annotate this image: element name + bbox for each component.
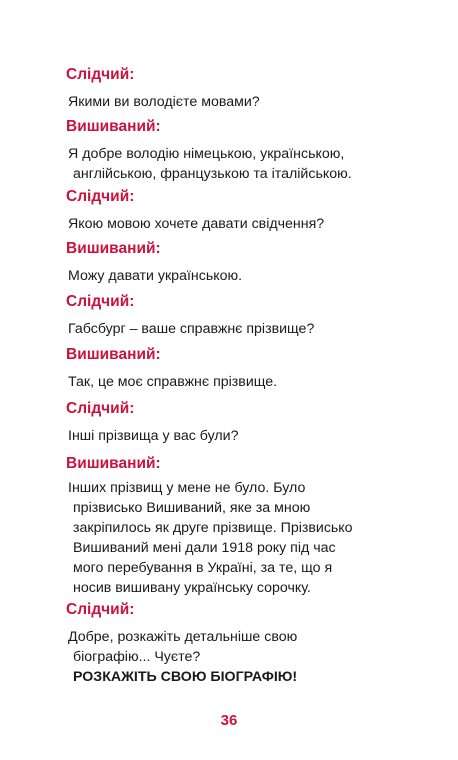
speech-line: Можу давати українською. — [68, 268, 243, 284]
dialogue-block — [66, 293, 426, 339]
speech-line: Якою мовою хочете давати свідчення? — [68, 216, 325, 232]
speech-line: закріпилось як друге прізвище. Прізвисько — [73, 520, 353, 536]
speech-line: мого перебування в Україні, за те, що я — [73, 560, 333, 576]
speech-line: Інших прізвищ у мене не було. Було — [68, 480, 306, 496]
speech-line: Габсбург – ваше справжнє прізвище? — [68, 321, 315, 337]
dialogue-block — [66, 188, 426, 234]
dialogue-block — [66, 118, 426, 184]
speaker-name: Вишиваний: — [66, 118, 161, 135]
dialogue-block — [66, 66, 426, 112]
speech-line: Інші прізвища у вас були? — [68, 428, 239, 444]
speech-line: Якими ви володієте мовами? — [68, 94, 260, 110]
speaker-name: Слідчий: — [66, 293, 135, 310]
speech-line: РОЗКАЖІТЬ СВОЮ БІОГРАФІЮ! — [73, 669, 298, 685]
speech-line: Так, це моє справжнє прізвище. — [68, 374, 278, 390]
speech-line: Добре, розкажіть детальніше свою — [68, 629, 298, 645]
dialogue-block — [66, 400, 426, 446]
dialogue-block — [66, 240, 426, 286]
dialogue-block — [66, 346, 426, 392]
speech-line: англійською, французькою та італійською. — [73, 166, 352, 182]
page-number: 36 — [220, 712, 238, 729]
dialogue-block — [66, 455, 426, 598]
speech-line: біографію... Чуєте? — [73, 649, 201, 665]
speaker-name: Вишиваний: — [66, 346, 161, 363]
speech-line: носив вишивану українську сорочку. — [73, 580, 311, 596]
speech-line: Вишиваний мені дали 1918 року під час — [73, 540, 336, 556]
speaker-name: Слідчий: — [66, 400, 135, 417]
dialogue-block — [66, 601, 426, 687]
speaker-name: Слідчий: — [66, 66, 135, 83]
speaker-name: Слідчий: — [66, 601, 135, 618]
speech-line: Я добре володію німецькою, українською, — [68, 146, 345, 162]
speaker-name: Слідчий: — [66, 188, 135, 205]
speaker-name: Вишиваний: — [66, 240, 161, 257]
speech-line: прізвисько Вишиваний, яке за мною — [73, 500, 311, 516]
speaker-name: Вишиваний: — [66, 455, 161, 472]
